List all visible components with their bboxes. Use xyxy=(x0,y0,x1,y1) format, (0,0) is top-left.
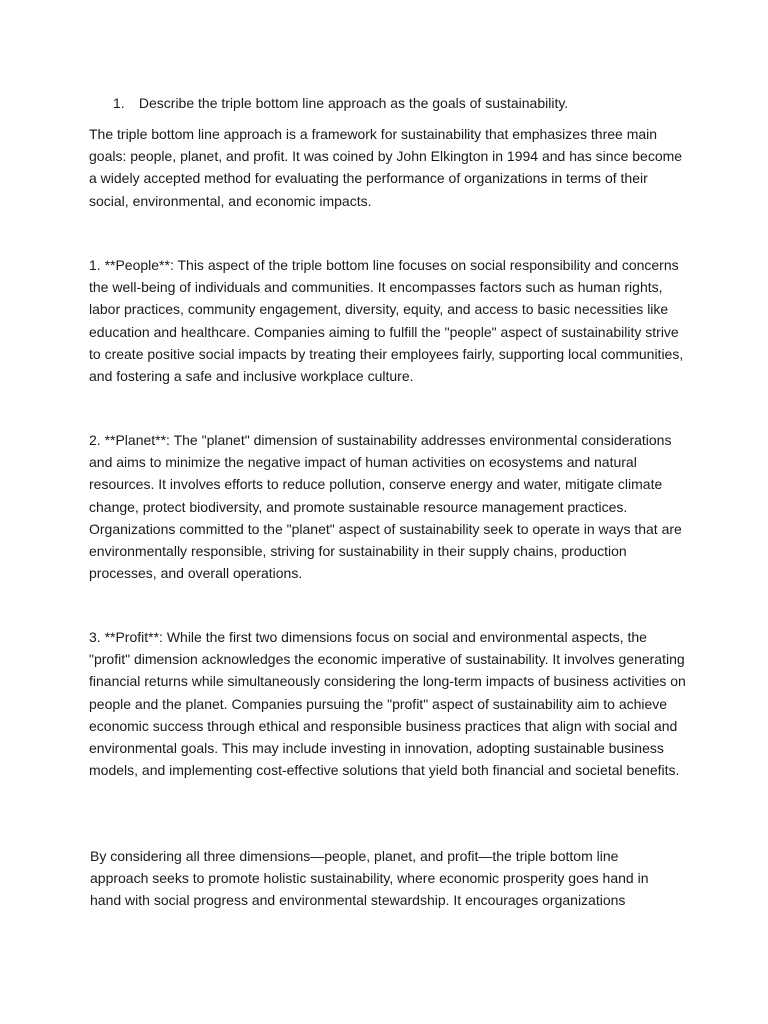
planet-paragraph: 2. **Planet**: The "planet" dimension of sustainability addresses environmental considerations and aims to minimize the negative impact of human activities on ecosystems and natural resources. It involves efforts to reduce pollution, conserve energy and water, mitigate climate change, protect biodiversity, and promote sustainable resource management practices. Organizations committed to the "planet" aspect of sustainability seek to operate in ways that are environmentally responsible, striving for sustainability in their supply chains, production processes, and overall operations. xyxy=(89,432,682,582)
question-number: 1. xyxy=(113,95,125,111)
profit-paragraph: 3. **Profit**: While the first two dimensions focus on social and environmental aspects, the "profit" dimension acknowledges the economic imperative of sustainability. It involves generating financial returns while simultaneously considering the long-term impacts of business activities on people and the planet. Companies pursuing the "profit" aspect of sustainability aim to achieve economic success through ethical and responsible business practices that align with social and environmental goals. This may include investing in innovation, adopting sustainable business models, and implementing cost-effective solutions that yield both financial and societal benefits. xyxy=(89,629,686,779)
intro-paragraph: The triple bottom line approach is a framework for sustainability that emphasizes three main goals: people, planet, and profit. It was coined by John Elkington in 1994 and has since become a widely accepted method for evaluating the performance of organizations in terms of their social, environmental, and economic impacts. xyxy=(89,126,683,209)
closing-paragraph: By considering all three dimensions—people, planet, and profit—the triple bottom line approach seeks to promote holistic sustainability, where economic prosperity goes hand in hand with social progress and environmental stewardship. It encourages organizations xyxy=(90,848,649,909)
people-paragraph: 1. **People**: This aspect of the triple bottom line focuses on social responsibility and concerns the well-being of individuals and communities. It encompasses factors such as human rights, labor practices, community engagement, diversity, equity, and access to basic necessities like education and healthcare. Companies aiming to fulfill the "people" aspect of sustainability strive to create positive social impacts by treating their employees fairly, supporting local communities, and fostering a safe and inclusive workplace culture. xyxy=(89,257,684,385)
question-text: Describe the triple bottom line approach as the goals of sustainability. xyxy=(138,95,569,111)
question-heading xyxy=(113,93,568,113)
